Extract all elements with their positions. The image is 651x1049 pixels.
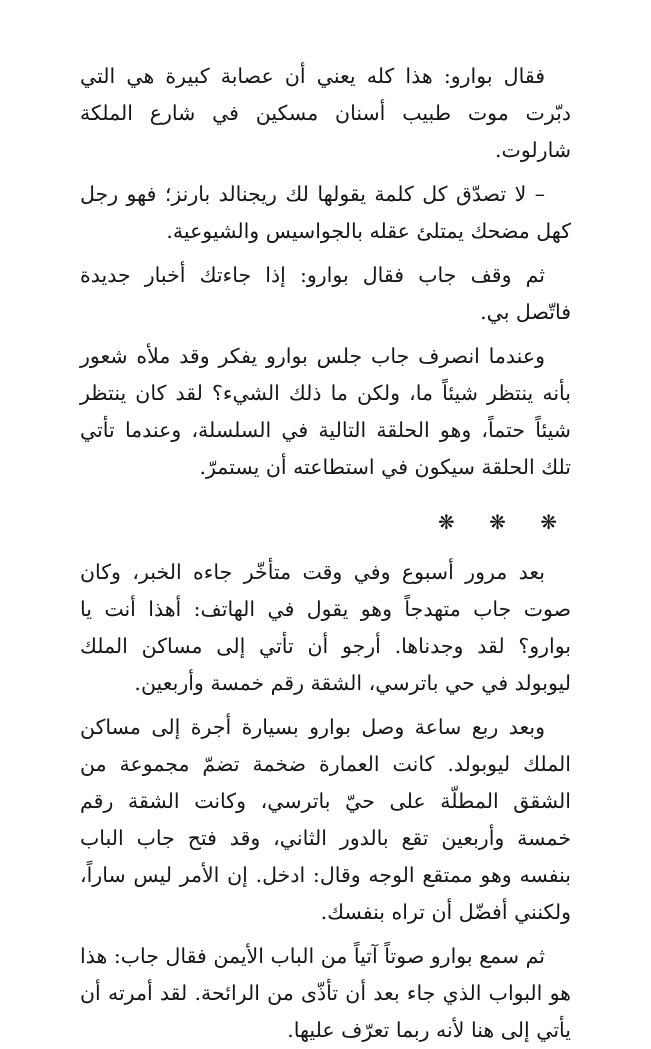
paragraph-6: وبعد ربع ساعة وصل بوارو بسيارة أجرة إلى مساكن الملك ليوبولد. كانت العمارة ضخمة تضمّ مجموعة من الشقق المطلّة على حيّ باترسي، وكانت الشقة رقم خمسة وأربعين تقع بالدور الثاني، وقد فتح جاب الباب بنفسه وهو ممتقع الوجه وقال: ادخل. إن الأمر ليس ساراً، ولكنني أفضّل أن تراه بنفسك.: [80, 715, 571, 924]
paragraph-5: بعد مرور أسبوع وفي وقت متأخّر جاءه الخبر، وكان صوت جاب متهدجاً وهو يقول في الهاتف: أهذا أنت يا بوارو؟ لقد وجدناها. أرجو أن تأتي إلى مساكن الملك ليوبولد في حي باترسي، الشقة رقم خمسة وأربعين.: [80, 560, 571, 695]
section-separator: ❋ ❋ ❋: [438, 510, 571, 534]
paragraph-2: – لا تصدّق كل كلمة يقولها لك ريجنالد بارنز؛ فهو رجل كهل مضحك يمتلئ عقله بالجواسيس والشيوعية.: [80, 182, 571, 243]
paragraph-4: وعندما انصرف جاب جلس بوارو يفكر وقد ملأه شعور بأنه ينتظر شيئاً ما، ولكن ما ذلك الشيء؟ لقد كان ينتظر شيئاً حتماً، وهو الحلقة التالية في السلسلة، وعندما تأتي تلك الحلقة سيكون في استطاعته أن يستمرّ.: [80, 344, 571, 479]
book-page: [80, 58, 571, 1049]
paragraph-1: فقال بوارو: هذا كله يعني أن عصابة كبيرة هي التي دبّرت موت طبيب أسنان مسكين في شارع الملكة شارلوت.: [80, 64, 571, 162]
paragraph-3: ثم وقف جاب فقال بوارو: إذا جاءتك أخبار جديدة فاتّصل بي.: [80, 263, 571, 324]
paragraph-7: ثم سمع بوارو صوتاً آتياً من الباب الأيمن فقال جاب: هذا هو البواب الذي جاء بعد أن تأذّى من الرائحة. لقد أمرته أن يأتي إلى هنا لأنه ربما تعرّف عليها.: [80, 944, 571, 1042]
